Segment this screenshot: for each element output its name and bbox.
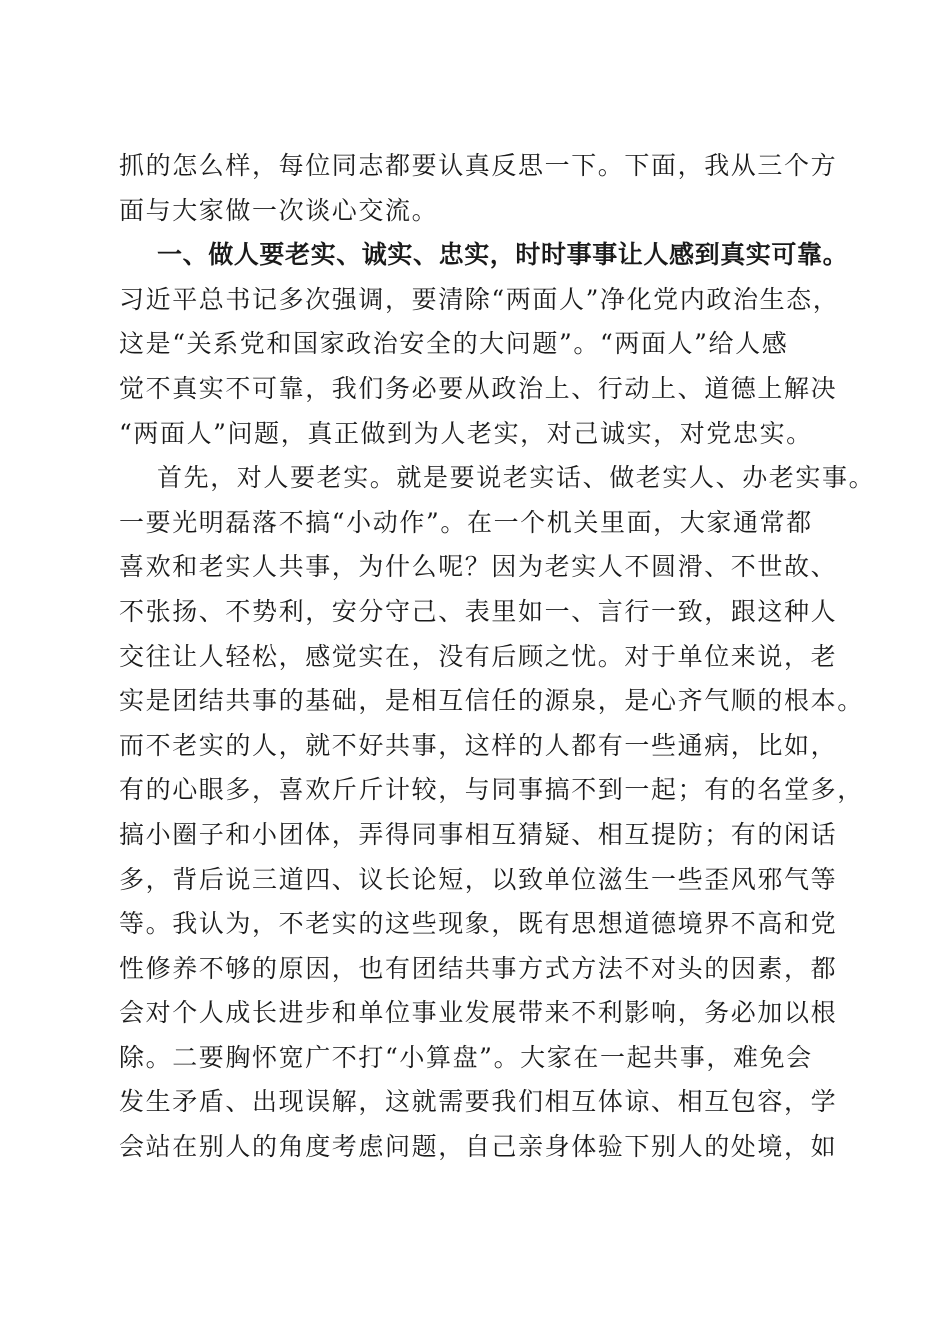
text-line: 习近平总书记多次强调，要清除“两面人”净化党内政治生态， xyxy=(119,284,840,314)
text-line: 会站在别人的角度考虑问题，自己亲身体验下别人的处境，如 xyxy=(119,1132,838,1162)
text-line: 发生矛盾、出现误解，这就需要我们相互体谅、相互包容，学 xyxy=(119,1087,838,1117)
document-body xyxy=(119,144,876,1170)
text-line: 这是“关系党和国家政治安全的大问题”。“两面人”给人感 xyxy=(119,329,789,359)
text-line: 首先，对人要老实。就是要说老实话、做老实人、办老实事。 xyxy=(157,463,876,493)
text-line: 多，背后说三道四、议长论短，以致单位滋生一些歪风邪气等 xyxy=(119,864,838,894)
text-line: 实是团结共事的基础，是相互信任的源泉，是心齐气顺的根本。 xyxy=(119,686,864,716)
text-line: 一要光明磊落不搞“小动作”。在一个机关里面，大家通常都 xyxy=(119,507,813,537)
text-line: 喜欢和老实人共事，为什么呢？因为老实人不圆滑、不世故、 xyxy=(119,552,838,582)
text-line: “两面人”问题，真正做到为人老实，对己诚实，对党忠实。 xyxy=(119,418,813,448)
text-line: 交往让人轻松，感觉实在，没有后顾之忧。对于单位来说，老 xyxy=(119,641,838,671)
text-line: 搞小圈子和小团体，弄得同事相互猜疑、相互提防；有的闲话 xyxy=(119,819,838,849)
text-line: 会对个人成长进步和单位事业发展带来不利影响，务必加以根 xyxy=(119,998,838,1028)
text-line: 面与大家做一次谈心交流。 xyxy=(119,195,439,225)
section-heading: 一、做人要老实、诚实、忠实，时时事事让人感到真实可靠。 xyxy=(157,240,849,270)
text-line: 抓的怎么样，每位同志都要认真反思一下。下面，我从三个方 xyxy=(119,151,838,180)
text-line: 有的心眼多，喜欢斤斤计较，与同事搞不到一起；有的名堂多， xyxy=(119,775,864,805)
text-line: 而不老实的人，就不好共事，这样的人都有一些通病，比如， xyxy=(119,730,838,760)
text-line: 等。我认为，不老实的这些现象，既有思想道德境界不高和党 xyxy=(119,909,838,939)
text-line: 性修养不够的原因，也有团结共事方式方法不对头的因素，都 xyxy=(119,953,838,983)
text-line: 除。二要胸怀宽广不打“小算盘”。大家在一起共事，难免会 xyxy=(119,1042,813,1072)
text-line: 觉不真实不可靠，我们务必要从政治上、行动上、道德上解决 xyxy=(119,373,838,403)
text-line: 不张扬、不势利，安分守己、表里如一、言行一致，跟这种人 xyxy=(119,596,838,626)
